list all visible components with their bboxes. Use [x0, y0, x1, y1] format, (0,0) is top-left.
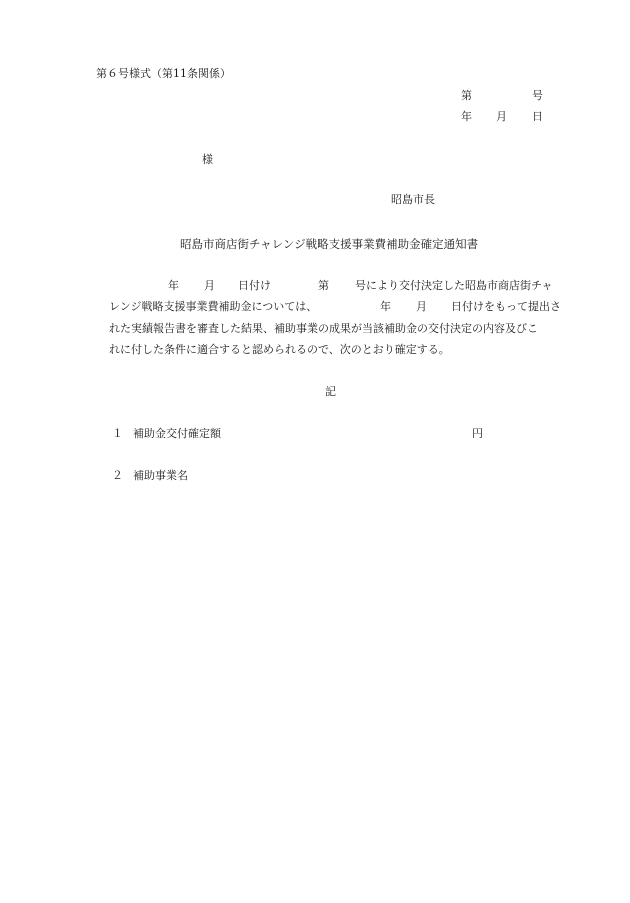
item-label: 補助金交付確定額: [133, 427, 221, 440]
form-label: 第６号様式（第11条関係）: [96, 67, 231, 80]
date-day: 日: [532, 110, 543, 123]
date-month: 月: [496, 110, 507, 123]
doc-number-prefix: 第: [461, 89, 472, 102]
item-unit: 円: [472, 427, 483, 440]
body-line1-month: 月: [204, 279, 215, 292]
sender-name: 昭島市長: [391, 193, 435, 206]
body-line2-start: レンジ戦略支援事業費補助金については、: [109, 300, 318, 313]
page-title: 昭島市商店街チャレンジ戦略支援事業費補助金確定通知書: [180, 237, 479, 251]
item-number: ２: [112, 469, 123, 482]
item-label: 補助事業名: [133, 469, 188, 482]
body-line1-year: 年: [168, 279, 179, 292]
item-number: １: [112, 427, 123, 440]
doc-number-suffix: 号: [532, 89, 543, 102]
body-line2-month: 月: [416, 300, 427, 313]
body-line1-dated: 日付け: [238, 279, 271, 292]
recipient-honorific: 様: [202, 153, 213, 166]
body-line2-rest: 日付けをもって提出さ: [451, 300, 561, 313]
body-line4: れに付した条件に適合すると認められるので、次のとおり確定する。: [109, 343, 450, 356]
body-line1-rest: 号により交付決定した昭島市商店街チャ: [355, 279, 553, 292]
date-year: 年: [461, 110, 472, 123]
body-line2-year: 年: [380, 300, 391, 313]
body-line3: れた実績報告書を審査した結果、補助事業の成果が当該補助金の交付決定の内容及びこ: [109, 322, 538, 335]
body-line1-no: 第: [318, 279, 329, 292]
ki-heading: 記: [325, 385, 336, 398]
